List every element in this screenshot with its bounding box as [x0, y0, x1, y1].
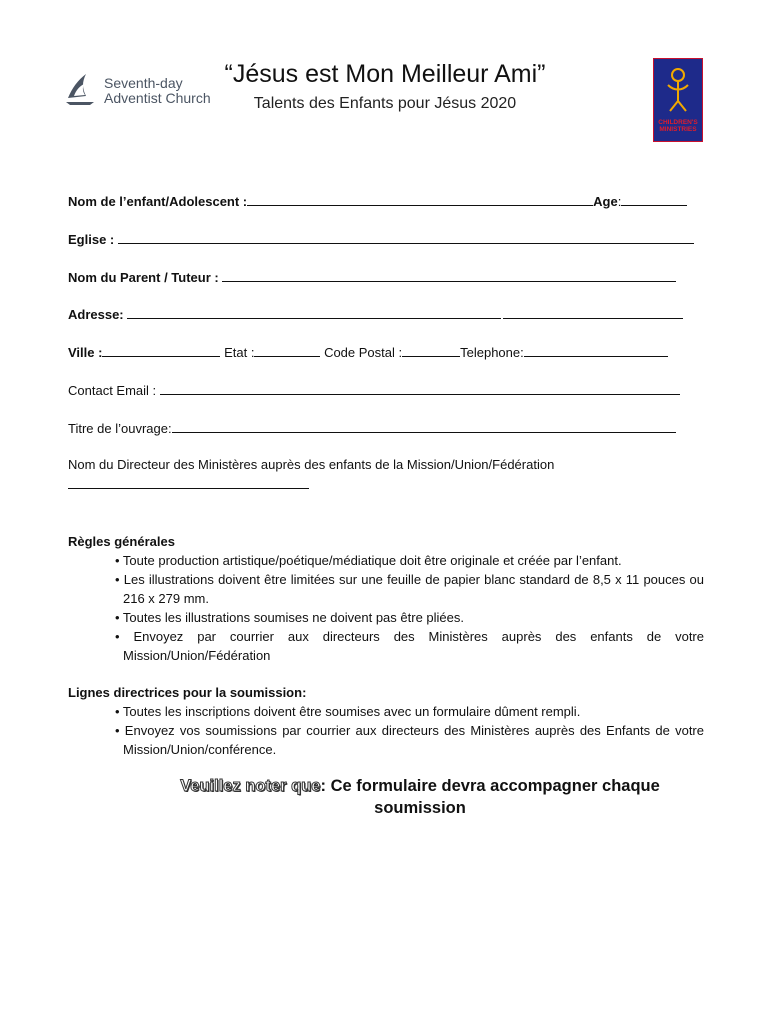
city-label: Ville :	[68, 345, 103, 360]
church-field[interactable]	[118, 229, 694, 244]
note-text-line2: soumission	[374, 799, 466, 817]
phone-field[interactable]	[524, 342, 668, 357]
email-field[interactable]	[160, 380, 680, 395]
parent-label: Nom du Parent / Tuteur :	[68, 270, 219, 285]
zip-label: Code Postal :	[324, 345, 403, 360]
rule-item: • Envoyez par courrier aux directeurs des Ministères auprès des enfants de votre Mission/Union/Fédération	[115, 629, 704, 663]
parent-field[interactable]	[222, 267, 676, 282]
address-field-2[interactable]	[503, 304, 683, 319]
director-label: Nom du Directeur des Ministères auprès des enfants de la Mission/Union/Fédération	[68, 457, 555, 472]
ministry-logo-text: CHILDREN'S MINISTRIES	[658, 119, 698, 133]
church-label: Eglise :	[68, 232, 115, 247]
church-row	[68, 229, 694, 247]
director-field[interactable]	[68, 488, 309, 489]
work-title-row	[68, 418, 676, 436]
childrens-ministries-logo	[653, 58, 703, 142]
guideline-item: • Envoyez vos soumissions par courrier aux directeurs des Ministères auprès des Enfants de votre Mission/Union/conférence.	[115, 723, 704, 757]
address-label: Adresse:	[68, 307, 124, 322]
child-name-field[interactable]	[247, 191, 593, 206]
email-row	[68, 380, 680, 398]
age-field[interactable]	[621, 191, 687, 206]
city-field[interactable]	[102, 342, 220, 357]
child-name-row	[68, 191, 687, 209]
city-row	[68, 342, 668, 360]
submission-note	[0, 775, 770, 819]
rule-item: • Les illustrations doivent être limitées sur une feuille de papier blanc standard de 8,5 x 11 pouces ou 216 x 279 mm.	[115, 572, 704, 606]
general-rules-section	[68, 532, 704, 665]
submission-guidelines-section	[68, 683, 704, 759]
rule-item: • Toutes les illustrations soumises ne doivent pas être pliées.	[115, 610, 464, 625]
org-name-line2: Adventist Church	[104, 90, 211, 106]
general-rules-heading: Règles générales	[68, 534, 175, 549]
child-name-label: Nom de l’enfant/Adolescent :	[68, 194, 248, 209]
work-title-field[interactable]	[172, 418, 676, 433]
note-text-line1: Ce formulaire devra accompagner chaque	[326, 777, 660, 795]
state-label: Etat :	[224, 345, 255, 360]
note-prefix: Veuillez noter que	[180, 777, 321, 795]
phone-label: Telephone:	[460, 345, 524, 360]
guidelines-heading: Lignes directrices pour la soumission:	[68, 685, 307, 700]
address-field[interactable]	[127, 304, 501, 319]
rule-item: • Toute production artistique/poétique/médiatique doit être originale et créée par l’enfant.	[115, 553, 622, 568]
child-illustration-icon	[656, 61, 700, 117]
director-row	[68, 456, 554, 474]
state-field[interactable]	[254, 342, 320, 357]
page-title: “Jésus est Mon Meilleur Ami”	[224, 60, 546, 88]
zip-field[interactable]	[402, 342, 460, 357]
general-rules-list	[68, 551, 704, 665]
address-row	[68, 304, 683, 322]
guidelines-list	[68, 702, 704, 759]
note-colon: :	[320, 777, 326, 795]
email-label: Contact Email :	[68, 383, 157, 398]
page-subtitle: Talents des Enfants pour Jésus 2020	[253, 95, 517, 112]
age-label: Age	[593, 194, 618, 209]
work-title-label: Titre de l’ouvrage:	[68, 421, 172, 436]
age-colon: :	[617, 194, 622, 209]
parent-row	[68, 267, 676, 285]
org-name-line1: Seventh-day	[104, 75, 183, 91]
guideline-item: • Toutes les inscriptions doivent être soumises avec un formulaire dûment rempli.	[115, 704, 581, 719]
